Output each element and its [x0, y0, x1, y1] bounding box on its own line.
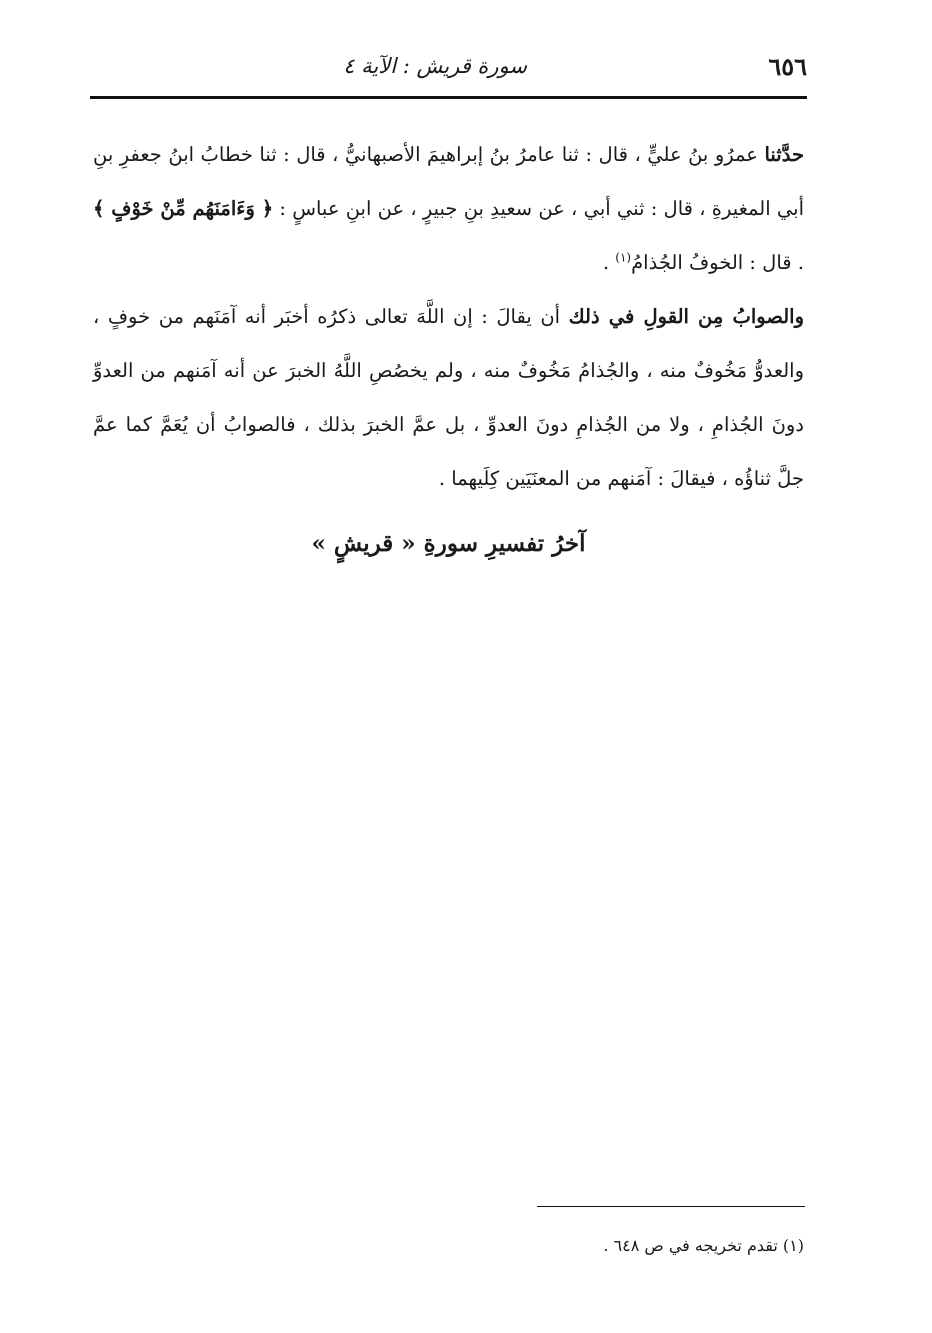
paragraph-conclusion: [93, 290, 804, 506]
narration-statement: . قال : الخوفُ الجُذامُ: [631, 251, 804, 274]
narration-chain: عمرُو بنُ عليٍّ ، قال : ثنا عامرُ بنُ إبراهيمَ الأصبهانيُّ ، قال : ثنا خطابُ ابنُ جعفرِ بنِ أبي المغيرةِ ، قال : ثني أبي ، عن سعيدِ بنِ جبيرٍ ، عن ابنِ عباسٍ :: [93, 143, 805, 220]
narration-end: .: [602, 251, 616, 274]
footnote-reference: (١): [615, 250, 632, 265]
footnote: (١) تقدم تخريجه في ص ٦٤٨ .: [603, 1236, 804, 1255]
conclusion-text: أن يقالَ : إن اللَّهَ تعالى ذكرُه أخبَر أنه آمَنَهم من خوفٍ ، والعدوُّ مَخُوفٌ منه ، والجُذامُ مَخُوفٌ منه ، ولم يخصُصِ اللَّهُ الخبرَ عن أنه آمَنهم من العدوِّ دونَ الجُذامِ ، ولا من الجُذامِ دونَ العدوِّ ، بل عمَّ الخبرَ بذلك ، فالصوابُ أن يُعَمَّ كما عمَّ جلَّ ثناؤُه ، فيقالَ : آمَنهم من المعنَيَين كِلَيهما .: [93, 305, 804, 490]
page-number: ٦٥٦: [768, 52, 807, 81]
narration-lead: حدَّثنا: [764, 143, 804, 166]
quran-verse: ﴿ وَءَامَنَهُم مِّنْ خَوْفٍ ﴾: [93, 197, 274, 220]
main-text: [93, 128, 804, 506]
header-rule: [90, 96, 807, 99]
paragraph-narration: [93, 128, 804, 290]
closing-heading: آخرُ تفسيرِ سورةِ « قريشٍ »: [311, 530, 586, 557]
running-title: سورة قريش : الآية ٤: [343, 54, 527, 78]
conclusion-lead: والصوابُ مِن القولِ في ذلك: [568, 305, 805, 328]
footnote-rule: [537, 1206, 805, 1207]
page-header: [90, 50, 807, 90]
